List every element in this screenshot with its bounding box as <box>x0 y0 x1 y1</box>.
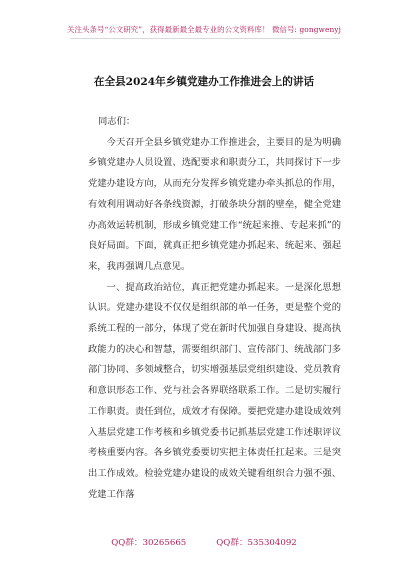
document-body <box>88 112 341 505</box>
footer-qq-group-2: QQ群：535304092 <box>216 538 297 548</box>
salutation: 同志们： <box>98 116 136 127</box>
footer-qq-group-1: QQ群：30265665 <box>111 538 187 548</box>
footer <box>0 536 408 548</box>
header-divider <box>70 38 340 39</box>
header-note: 关注头条号“公文研究”，获得最新最全最专业的公文资料库！ 微信号: gongwenyj <box>67 25 341 34</box>
paragraph-2: 一、提高政治站位，真正把党建办抓起来。一是深化思想认识。党建办建设不仅仅是组织部的单一任务，更是整个党的系统工程的一部分，体现了党在新时代加强自身建设、提高执政能力的决心和智慧，需要组织部门、宣传部门、统战部门多部门协同、多领域整合，切实增强基层党组织建设、党员教育和意识形态工作、党与社会各界联络联系工作。二是切实履行工作职责。责任到位，成效才有保障。要把党建办建设成效列入基层党建工作考核和乡镇党委书记抓基层党建工作述职评议考核重要内容。各乡镇党委要切实把主体责任扛起来。三是突出工作成效。检验党建办建设的成效关键看组织合力强不强、党建工作落 <box>88 281 341 500</box>
document-title: 在全县2024年乡镇党建办工作推进会上的讲话 <box>93 76 315 88</box>
paragraph-1: 今天召开全县乡镇党建办工作推进会，主要目的是为明确乡镇党建办人员设置、选配要求和职责分工，共同探讨下一步党建办建设方向，从而充分发挥乡镇党建办牵头抓总的作用，有效利用调动好各条线资源，打破条块分割的壁垒，健全党建办高效运转机制，形成乡镇党建工作“统起来推、专起来抓”的良好局面。下面，就真正把乡镇党建办抓起来、统起来、强起来，我再强调几点意见。 <box>88 136 341 272</box>
